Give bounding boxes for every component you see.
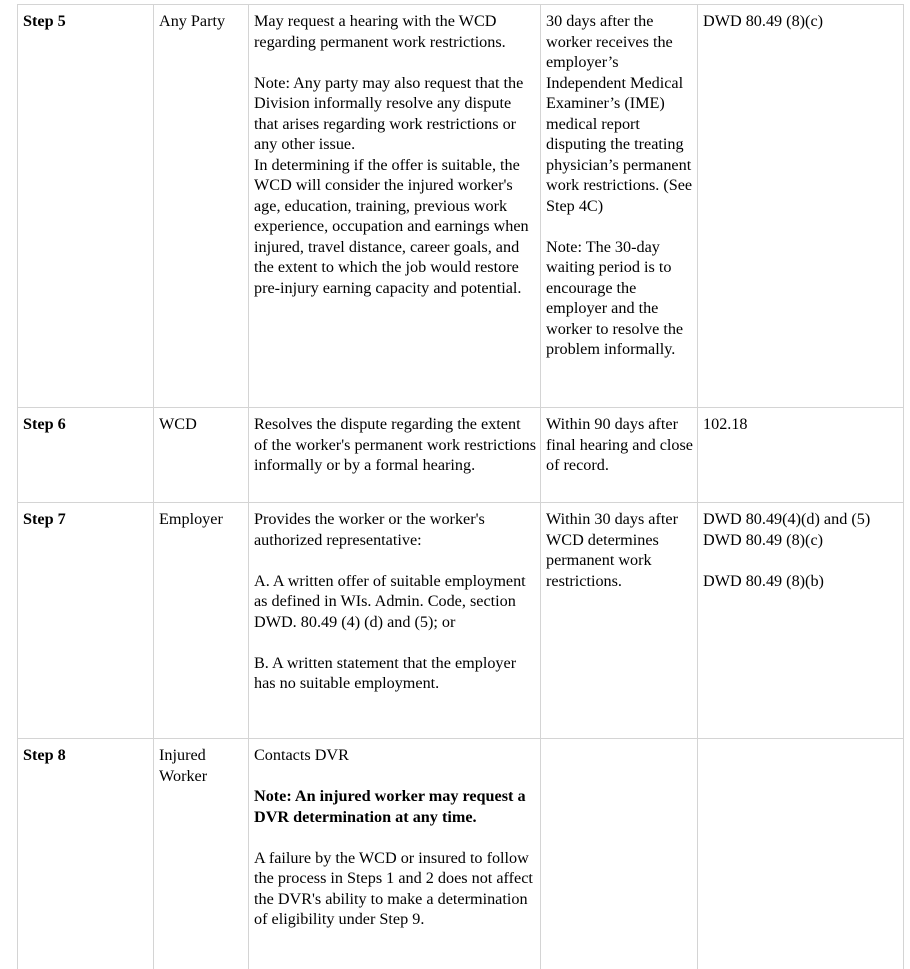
reference-cell <box>698 739 904 969</box>
reference-text: 102.18 <box>703 415 748 433</box>
action-text: A failure by the WCD or insured to follow the process in Steps 1 and 2 does not affect the DVR's ability to make a determination of eligibility under Step 9. <box>254 848 533 928</box>
party-cell <box>154 503 249 739</box>
action-cell <box>249 739 541 969</box>
step-cell <box>18 408 154 503</box>
party-label: Injured Worker <box>159 746 208 785</box>
table-row <box>18 503 904 739</box>
action-cell <box>249 503 541 739</box>
action-text: Contacts DVR <box>254 746 349 764</box>
reference-text: DWD 80.49 (8)(c) <box>703 12 824 30</box>
table-row <box>18 408 904 503</box>
reference-cell <box>698 408 904 503</box>
action-option-b: B. A written statement that the employer has no suitable employment. <box>254 653 517 692</box>
time-cell <box>541 503 698 739</box>
reference-text: DWD 80.49(4)(d) and (5) <box>703 510 871 528</box>
party-cell <box>154 408 249 503</box>
party-cell <box>154 5 249 408</box>
reference-cell <box>698 503 904 739</box>
time-text: Within 30 days after WCD determines permanent work restrictions. <box>546 510 678 590</box>
reference-text: DWD 80.49 (8)(b) <box>703 571 824 590</box>
party-label: WCD <box>159 415 197 433</box>
step-cell <box>18 503 154 739</box>
step-label: Step 5 <box>23 12 66 30</box>
step-label: Step 8 <box>23 746 66 764</box>
time-cell <box>541 5 698 408</box>
time-note: Note: The 30-day waiting period is to encourage the employer and the worker to resolve the problem informally. <box>546 237 684 358</box>
action-note: Note: Any party may also request that the Division informally resolve any dispute that arises regarding work restrictions or any other issue. <box>254 73 524 153</box>
procedure-steps-table <box>17 4 904 969</box>
action-text: May request a hearing with the WCD regarding permanent work restrictions. <box>254 12 506 51</box>
table-row <box>18 739 904 969</box>
party-label: Employer <box>159 510 223 528</box>
action-note-bold: Note: An injured worker may request a DVR determination at any time. <box>254 787 526 826</box>
reference-cell <box>698 5 904 408</box>
party-label: Any Party <box>159 12 226 30</box>
time-cell <box>541 408 698 503</box>
action-cell <box>249 408 541 503</box>
action-text: In determining if the offer is suitable, the WCD will consider the injured worker's age, education, training, previous work experience, occupation and earnings when injured, travel distance, career goals, and the extent to which the job would restore pre-injury earning capacity and potential. <box>254 155 529 297</box>
step-cell <box>18 739 154 969</box>
action-text: Resolves the dispute regarding the extent of the worker's permanent work restrictions informally or by a formal hearing. <box>254 415 537 474</box>
action-cell <box>249 5 541 408</box>
time-text: 30 days after the worker receives the employer’s Independent Medical Examiner’s (IME) medical report disputing the treating physician’s permanent work restrictions. (See Step 4C) <box>546 12 693 215</box>
table-row <box>18 5 904 408</box>
time-text: Within 90 days after final hearing and close of record. <box>546 415 693 474</box>
time-cell <box>541 739 698 969</box>
action-option-a: A. A written offer of suitable employment as defined in WIs. Admin. Code, section DWD. 80.49 (4) (d) and (5); or <box>254 571 526 631</box>
step-cell <box>18 5 154 408</box>
action-text: Provides the worker or the worker's authorized representative: <box>254 510 485 549</box>
step-label: Step 6 <box>23 415 66 433</box>
party-cell <box>154 739 249 969</box>
reference-text: DWD 80.49 (8)(c) <box>703 530 824 549</box>
step-label: Step 7 <box>23 510 66 528</box>
